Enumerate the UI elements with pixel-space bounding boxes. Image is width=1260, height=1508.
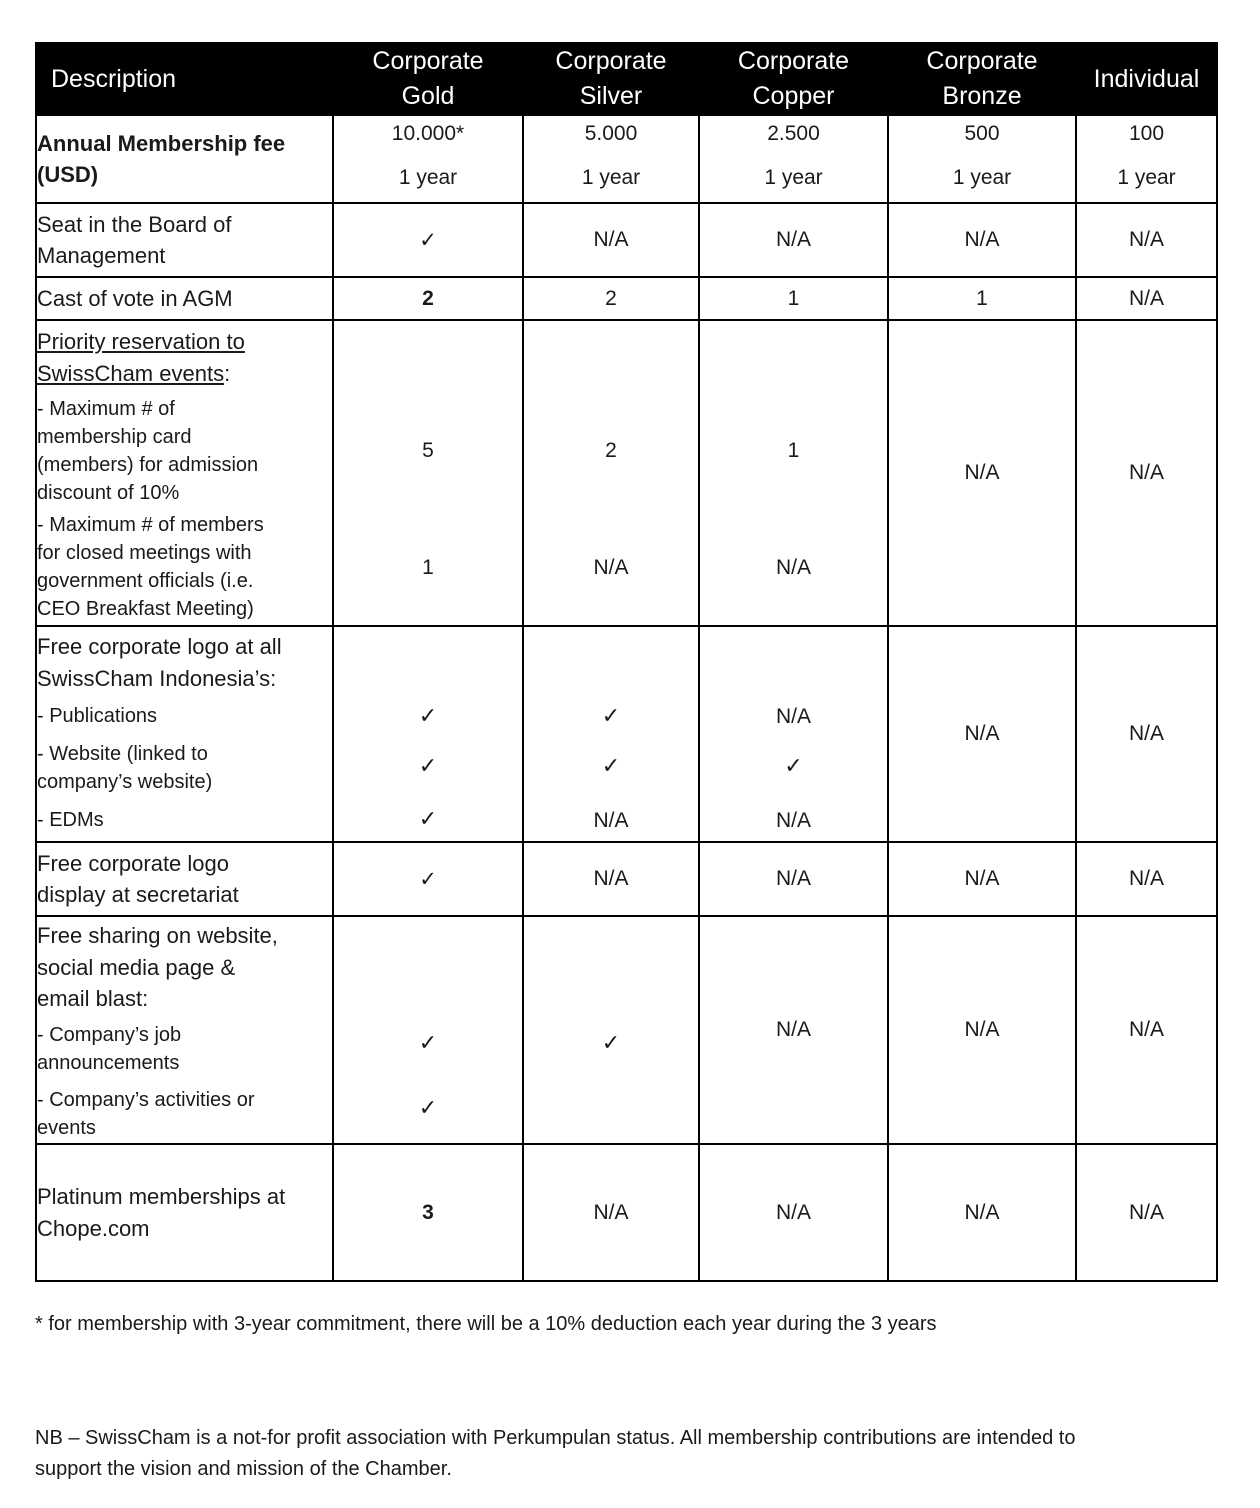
logo-gold: ✓ ✓ ✓ [333,626,523,842]
footnote: * for membership with 3-year commitment, there will be a 10% deduction each year during the 3 years [35,1313,937,1335]
vote-silver: 2 [523,277,699,320]
priority-sub-card: - Maximum # of membership card (members) for admission discount of 10% [37,398,259,504]
sharing-silver: ✓ [523,916,699,1144]
vote-bronze: 1 [888,277,1076,320]
chope-copper: N/A [699,1144,888,1281]
header-individual: Individual [1076,43,1217,115]
header-corporate-copper: Corporate Copper [699,43,888,115]
board-bronze: N/A [888,203,1076,277]
sharing-individual: N/A [1076,916,1217,1144]
board-individual: N/A [1076,203,1217,277]
board-gold: ✓ [333,203,523,277]
header-corporate-gold: Corporate Gold [333,43,523,115]
board-row [36,203,1217,277]
logo-silver: ✓ ✓ N/A [523,626,699,842]
fee-label: Annual Membership fee (USD) [36,115,333,203]
fee-row [36,115,1217,203]
sharing-row [36,916,1217,1144]
sharing-gold: ✓ ✓ [333,916,523,1144]
logo-sub-edms: - EDMs [37,809,104,831]
secretariat-row [36,842,1217,916]
fee-bronze: 500 1 year [888,115,1076,203]
vote-label: Cast of vote in AGM [36,277,333,320]
logo-row [36,626,1217,842]
logo-individual: N/A [1076,626,1217,842]
fee-silver: 5.000 1 year [523,115,699,203]
chope-silver: N/A [523,1144,699,1281]
logo-bronze: N/A [888,626,1076,842]
vote-copper: 1 [699,277,888,320]
board-label: Seat in the Board of Management [36,203,333,277]
priority-individual: N/A [1076,320,1217,626]
sharing-copper: N/A [699,916,888,1144]
chope-gold: 3 [333,1144,523,1281]
header-corporate-silver: Corporate Silver [523,43,699,115]
header-row [36,43,1217,115]
priority-bronze: N/A [888,320,1076,626]
sharing-sub-jobs: - Company’s job announcements [37,1023,182,1074]
priority-label: Priority reservation to SwissCham events: - Maximum # of membership card (members) for admission discount of 10% - Maximum # of members for closed meetings with government officials (i.e. CEO Breakfast Meeting) [36,320,333,626]
vote-gold: 2 [333,277,523,320]
priority-gold: 5 1 [333,320,523,626]
sharing-bronze: N/A [888,916,1076,1144]
logo-copper: N/A ✓ N/A [699,626,888,842]
fee-individual: 100 1 year [1076,115,1217,203]
board-copper: N/A [699,203,888,277]
fee-copper: 2.500 1 year [699,115,888,203]
secretariat-gold: ✓ [333,842,523,916]
secretariat-bronze: N/A [888,842,1076,916]
logo-sub-publications: - Publications [37,705,158,727]
vote-row [36,277,1217,320]
chope-row [36,1144,1217,1281]
header-description: Description [36,43,333,115]
secretariat-copper: N/A [699,842,888,916]
fee-gold: 10.000* 1 year [333,115,523,203]
vote-individual: N/A [1076,277,1217,320]
sharing-label: Free sharing on website, social media page & email blast: - Company’s job announcements - Company’s activities or events [36,916,333,1144]
chope-individual: N/A [1076,1144,1217,1281]
board-silver: N/A [523,203,699,277]
sharing-sub-activities: - Company’s activities or events [37,1088,255,1139]
chope-bronze: N/A [888,1144,1076,1281]
chope-label: Platinum memberships at Chope.com [36,1144,333,1281]
secretariat-individual: N/A [1076,842,1217,916]
logo-sub-website: - Website (linked to company’s website) [37,743,213,793]
logo-label: Free corporate logo at all SwissCham Indonesia’s: - Publications - Website (linked to company’s website) - EDMs [36,626,333,842]
header-corporate-bronze: Corporate Bronze [888,43,1076,115]
priority-silver: 2 N/A [523,320,699,626]
membership-table [35,42,1218,1282]
secretariat-label: Free corporate logo display at secretariat [36,842,333,916]
nb-note: NB – SwissCham is a not-for profit association with Perkumpulan status. All membership contributions are intended to support the vision and mission of the Chamber. [35,1427,1076,1480]
priority-row [36,320,1217,626]
priority-sub-meetings: - Maximum # of members for closed meetings with government officials (i.e. CEO Breakfast Meeting) [37,514,264,620]
secretariat-silver: N/A [523,842,699,916]
priority-copper: 1 N/A [699,320,888,626]
